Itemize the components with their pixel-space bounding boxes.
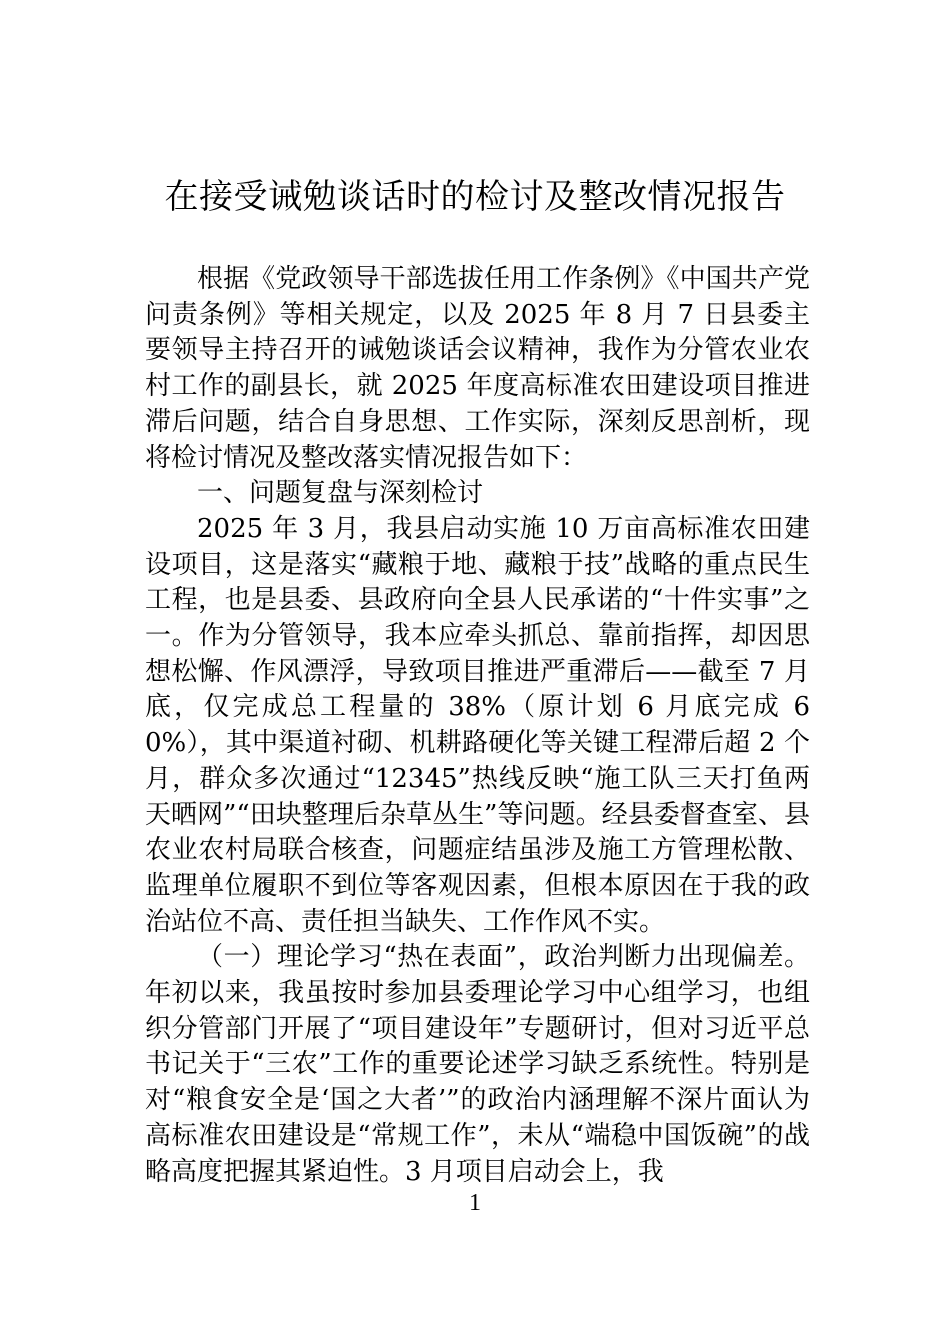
section-paragraph: 2025 年 3 月，我县启动实施 10 万亩高标准农田建设项目，这是落实“藏粮于地、藏粮于技”战略的重点民生工程，也是县委、县政府向全县人民承诺的“十件实事”之一。作为分管领导，我本应牵头抓总、靠前指挥，却因思想松懈、作风漂浮，导致项目推进严重滞后——截至 7 月底，仅完成总工程量的 38%（原计划 6 月底完成 60%），其中渠道衬砌、机耕路硬化等关键工程滞后超 2 个月，群众多次通过“12345”热线反映“施工队三天打鱼两天晒网”“田块整理后杂草丛生”等问题。经县委督查室、县农业农村局联合核查，问题症结虽涉及施工方管理松散、监理单位履职不到位等客观因素，但根本原因在于我的政治站位不高、责任担当缺失、工作作风不实。 (145, 513, 810, 937)
intro-paragraph: 根据《党政领导干部选拔任用工作条例》《中国共产党问责条例》等相关规定，以及 2025 年 8 月 7 日县委主要领导主持召开的诫勉谈话会议精神，我作为分管农业农村工作的副县长，就 2025 年度高标准农田建设项目推进滞后问题，结合自身思想、工作实际，深刻反思剖析，现将检讨情况及整改落实情况报告如下： (145, 264, 810, 473)
page-title: 在接受诫勉谈话时的检讨及整改情况报告 (164, 177, 786, 217)
page-number: 1 (469, 1190, 481, 1216)
section-heading: 一、问题复盘与深刻检讨 (197, 478, 484, 509)
subsection-paragraph: （一）理论学习“热在表面”，政治判断力出现偏差。年初以来，我虽按时参加县委理论学习中心组学习，也组织分管部门开展了“项目建设年”专题研讨，但对习近平总书记关于“三农”工作的重要论述学习缺乏系统性。特别是对“粮食安全是‘国之大者’”的政治内涵理解不深片面认为高标准农田建设是“常规工作”，未从“端稳中国饭碗”的战略高度把握其紧迫性。3 月项目启动会上，我 (145, 942, 810, 1187)
document-body (145, 262, 810, 1190)
